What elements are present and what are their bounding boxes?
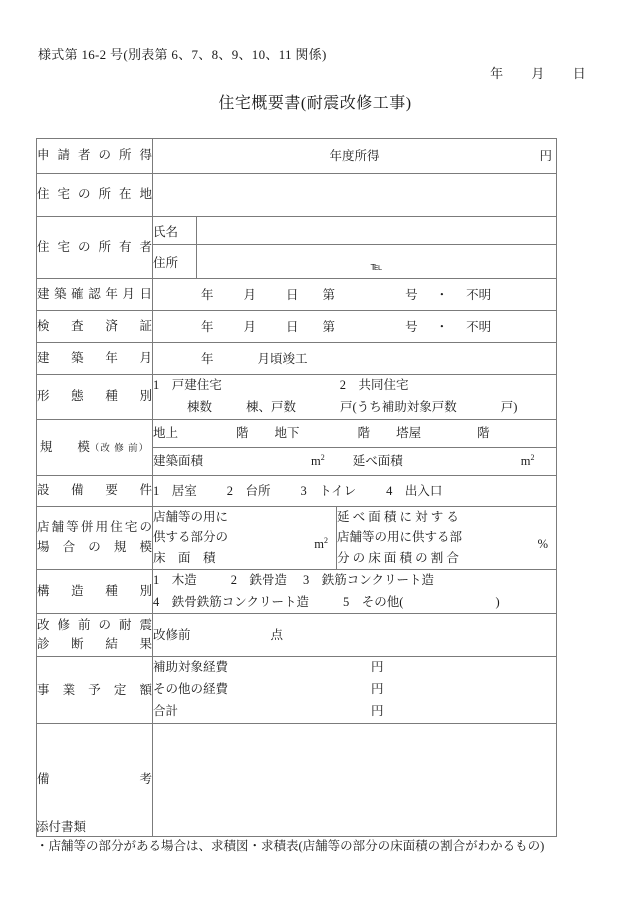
table-row-income bbox=[37, 139, 557, 174]
structure-option-other-close: ) bbox=[495, 594, 500, 609]
budget-other-unit: 円 bbox=[371, 682, 384, 697]
facility-option-living-room[interactable]: 1 居室 bbox=[153, 483, 197, 498]
built-year-label: 年 bbox=[201, 351, 214, 366]
row-label-remarks: 備 考 bbox=[37, 724, 153, 837]
shop-area-column[interactable] bbox=[153, 506, 337, 569]
row-value-inspection-certificate[interactable] bbox=[153, 311, 557, 343]
scale-label-main: 規 模 bbox=[39, 439, 90, 454]
table-row-confirmation-date bbox=[37, 279, 557, 311]
row-label-scale bbox=[37, 419, 153, 475]
table-row-seismic-diagnosis bbox=[37, 614, 557, 657]
scale-label-note: （改 修 前） bbox=[89, 443, 150, 454]
page-title: 住宅概要書(耐震改修工事) bbox=[218, 95, 412, 112]
table-row-built-date bbox=[37, 343, 557, 375]
row-value-seismic-diagnosis[interactable] bbox=[153, 614, 557, 657]
building-count-unit: 棟、戸数 bbox=[246, 399, 297, 414]
row-label-budget: 事 業 予 定 額 bbox=[37, 657, 153, 724]
shop-ratio-line1: 延 べ 面 積 に 対 す る bbox=[337, 509, 459, 524]
attachment-item-1: ・店舗等の部分がある場合は、求積図・求積表(店舗等の部分の床面積の割合がわかるもの) bbox=[36, 839, 545, 854]
row-value-scale-area[interactable] bbox=[153, 447, 557, 475]
shop-area-unit: $m^2$ bbox=[314, 535, 328, 551]
diagnosis-point-unit: 点 bbox=[270, 628, 284, 643]
table-row-facility-requirements bbox=[37, 475, 557, 506]
table-row-budget bbox=[37, 657, 557, 724]
table-row-structure-type bbox=[37, 569, 557, 614]
row-value-owner-address[interactable] bbox=[197, 245, 557, 279]
building-area-unit: $m^2$ bbox=[311, 453, 325, 469]
row-label-building-type: 形 態 種 別 bbox=[37, 375, 153, 420]
income-unit-yen: 円 bbox=[539, 149, 553, 163]
row-label-built-date: 建 築 年 月 bbox=[37, 343, 153, 375]
budget-total-line bbox=[153, 701, 556, 723]
floors-below-unit: 階 bbox=[357, 426, 371, 441]
inspection-no-suffix: 号 bbox=[405, 319, 418, 334]
facility-option-entrance[interactable]: 4 出入口 bbox=[386, 483, 443, 498]
attachments-title: 添付書類 bbox=[36, 820, 87, 834]
total-floor-area-label: 延べ面積 bbox=[352, 454, 403, 469]
structure-option-steel[interactable]: 2 鉄骨造 bbox=[230, 572, 288, 587]
budget-subsidized-line bbox=[153, 657, 556, 679]
table-row-inspection-certificate bbox=[37, 311, 557, 343]
telephone-icon: ℡ bbox=[370, 261, 383, 274]
shop-ratio-line3: 分 の 床 面 積 の 割 合 bbox=[337, 551, 459, 565]
sub-label-owner-name: 氏名 bbox=[153, 217, 197, 245]
row-value-location[interactable] bbox=[153, 174, 557, 217]
shop-area-line3: 床 面 積 bbox=[153, 551, 216, 565]
row-value-confirmation-date[interactable] bbox=[153, 279, 557, 311]
building-type-option-apartment[interactable]: 2 共同住宅 bbox=[339, 378, 409, 392]
row-label-facility-requirements: 設 備 要 件 bbox=[37, 475, 153, 506]
budget-total-label: 合計 bbox=[153, 704, 179, 719]
inspection-no-prefix: 第 bbox=[322, 319, 336, 334]
shop-area-line1: 店舗等の用に bbox=[153, 509, 229, 524]
sub-label-owner-address: 住所 bbox=[153, 245, 197, 279]
attachments-note bbox=[36, 818, 544, 857]
row-label-confirmation-date: 建 築 確 認 年 月 日 bbox=[37, 279, 153, 311]
row-label-seismic-diagnosis: 改 修 前 の 耐 震 診 断 結 果 bbox=[37, 614, 153, 657]
date-line bbox=[380, 63, 590, 82]
budget-subsidized-label: 補助対象経費 bbox=[153, 660, 229, 675]
structure-option-wood[interactable]: 1 木造 bbox=[153, 572, 197, 587]
diagnosis-before-label: 改修前 bbox=[153, 628, 191, 643]
table-row-scale-floors bbox=[37, 419, 557, 447]
row-label-owner: 住 宅 の 所 有 者 bbox=[37, 217, 153, 279]
shop-ratio-line2: 店舗等の用に供する部 bbox=[337, 530, 463, 545]
inspection-year-label: 年 bbox=[201, 319, 214, 334]
confirm-unknown-option[interactable]: 不明 bbox=[466, 287, 492, 302]
facility-option-toilet[interactable]: 3 トイレ bbox=[300, 483, 357, 498]
row-value-scale-floors[interactable] bbox=[153, 419, 557, 447]
budget-other-label: その他の経費 bbox=[153, 682, 229, 697]
table-row-shop-scale bbox=[37, 506, 557, 569]
row-label-inspection-certificate: 検 査 済 証 bbox=[37, 311, 153, 343]
confirm-separator: ・ bbox=[435, 287, 449, 302]
structure-option-other[interactable]: 5 その他( bbox=[343, 594, 404, 609]
inspection-day-label: 日 bbox=[286, 319, 299, 334]
table-row-building-type bbox=[37, 375, 557, 420]
confirm-no-suffix: 号 bbox=[405, 287, 418, 302]
total-floor-area-unit: $m^2$ bbox=[520, 453, 535, 469]
shop-ratio-column[interactable] bbox=[337, 506, 557, 569]
facility-option-kitchen[interactable]: 2 台所 bbox=[226, 483, 271, 498]
floors-below-label: 地下 bbox=[274, 426, 300, 441]
confirm-year-label: 年 bbox=[201, 287, 214, 302]
shop-ratio-unit: % bbox=[537, 536, 549, 551]
row-value-building-type[interactable] bbox=[153, 375, 557, 420]
budget-subsidized-unit: 円 bbox=[371, 660, 384, 675]
row-label-shop-scale: 店舗等併用住宅の 場 合 の 規 模 bbox=[37, 506, 153, 569]
form-number: 様式第 16-2 号(別表第 6、7、8、9、10、11 関係) bbox=[38, 47, 327, 62]
table-row-owner-name bbox=[37, 217, 557, 245]
structure-option-rc[interactable]: 3 鉄筋コンクリート造 bbox=[303, 572, 435, 587]
building-count-label: 棟数 bbox=[187, 399, 213, 414]
built-month-completion-label: 月頃竣工 bbox=[257, 351, 308, 366]
confirm-month-label: 月 bbox=[243, 287, 257, 302]
building-area-label: 建築面積 bbox=[153, 454, 204, 469]
budget-total-unit: 円 bbox=[371, 704, 384, 719]
confirm-no-prefix: 第 bbox=[322, 287, 336, 302]
row-value-built-date[interactable] bbox=[153, 343, 557, 375]
building-type-option-detached[interactable]: 1 戸建住宅 bbox=[153, 378, 222, 392]
income-year-label: 年度所得 bbox=[329, 149, 380, 163]
shop-area-line2: 供する部分の bbox=[153, 530, 229, 545]
row-value-budget[interactable] bbox=[153, 657, 557, 724]
inspection-month-label: 月 bbox=[243, 319, 257, 334]
date-month-label: 月 bbox=[531, 66, 545, 81]
date-day-label: 日 bbox=[572, 66, 586, 81]
inspection-unknown-option[interactable]: 不明 bbox=[466, 319, 492, 334]
unit-count-subsidy-label: 戸(うち補助対象戸数 bbox=[340, 399, 457, 414]
row-value-structure-type[interactable] bbox=[153, 569, 557, 614]
penthouse-unit: 階 bbox=[477, 426, 490, 441]
floors-above-unit: 階 bbox=[236, 426, 249, 441]
budget-other-line bbox=[153, 679, 556, 701]
confirm-day-label: 日 bbox=[286, 287, 299, 302]
unit-count-subsidy-close: 戸) bbox=[500, 399, 518, 414]
row-value-facility-requirements[interactable] bbox=[153, 475, 557, 506]
date-year-label: 年 bbox=[490, 66, 504, 81]
inspection-separator: ・ bbox=[435, 319, 449, 334]
row-label-income: 申 請 者 の 所 得 bbox=[37, 139, 153, 174]
table-row-location bbox=[37, 174, 557, 217]
row-value-owner-name[interactable] bbox=[197, 217, 557, 245]
floors-above-label: 地上 bbox=[153, 426, 179, 441]
penthouse-label: 塔屋 bbox=[396, 426, 422, 441]
housing-summary-table bbox=[36, 138, 557, 837]
row-label-structure-type: 構 造 種 別 bbox=[37, 569, 153, 614]
row-value-income[interactable] bbox=[153, 139, 557, 174]
row-label-location: 住 宅 の 所 在 地 bbox=[37, 174, 153, 217]
structure-option-src[interactable]: 4 鉄骨鉄筋コンクリート造 bbox=[153, 594, 310, 609]
